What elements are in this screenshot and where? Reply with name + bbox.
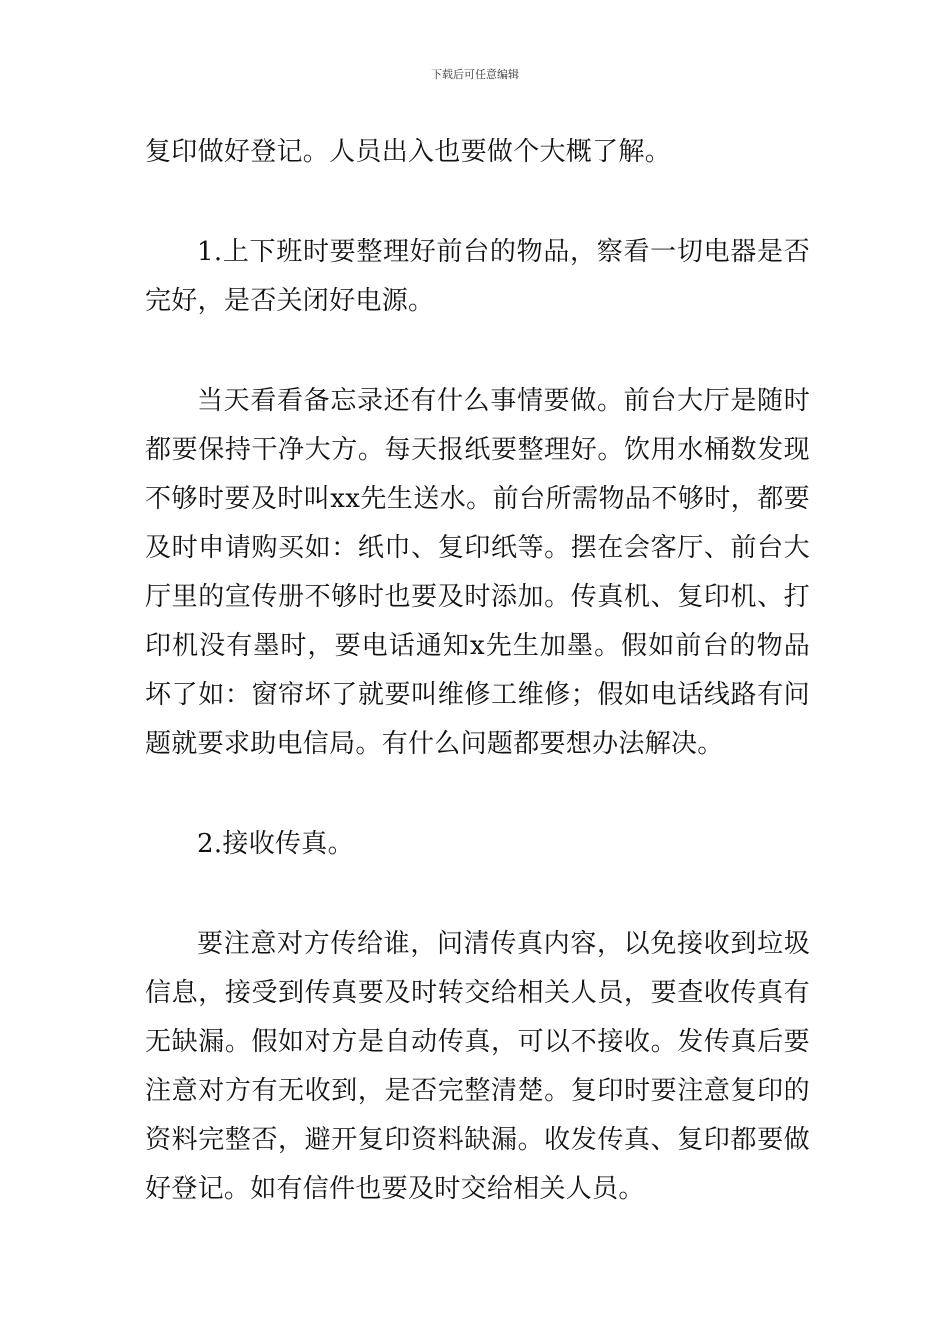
paragraph-item-2: 2.接收传真。: [197, 829, 354, 859]
paragraph-daily-tasks: 当天看看备忘录还有什么事情要做。前台大厅是随时都要保持干净大方。每天报纸要整理好。饮用水桶数发现不够时要及时叫xx先生送水。前台所需物品不够时，都要及时申请购买如：纸巾、复印纸等。摆在会客厅、前台大厅里的宣传册不够时也要及时添加。传真机、复印机、打印机没有墨时，要电话通知x先生加墨。假如前台的物品坏了如：窗帘坏了就要叫维修工维修；假如电话线路有问题就要求助电信局。有什么问题都要想办法解决。: [145, 386, 810, 759]
page-header-note: 下载后可任意编辑: [431, 68, 519, 81]
paragraph-item-1: 1.上下班时要整理好前台的物品，察看一切电器是否完好，是否关闭好电源。: [145, 237, 810, 316]
paragraph-continuation: 复印做好登记。人员出入也要做个大概了解。: [145, 137, 672, 167]
document-body: [145, 128, 810, 1214]
paragraph-fax-notes: 要注意对方传给谁，问清传真内容，以免接收到垃圾信息，接受到传真要及时转交给相关人员，要查收传真有无缺漏。假如对方是自动传真，可以不接收。发传真后要注意对方有无收到，是否完整清楚。复印时要注意复印的资料完整否，避开复印资料缺漏。收发传真、复印都要做好登记。如有信件也要及时交给相关人员。: [145, 929, 810, 1204]
